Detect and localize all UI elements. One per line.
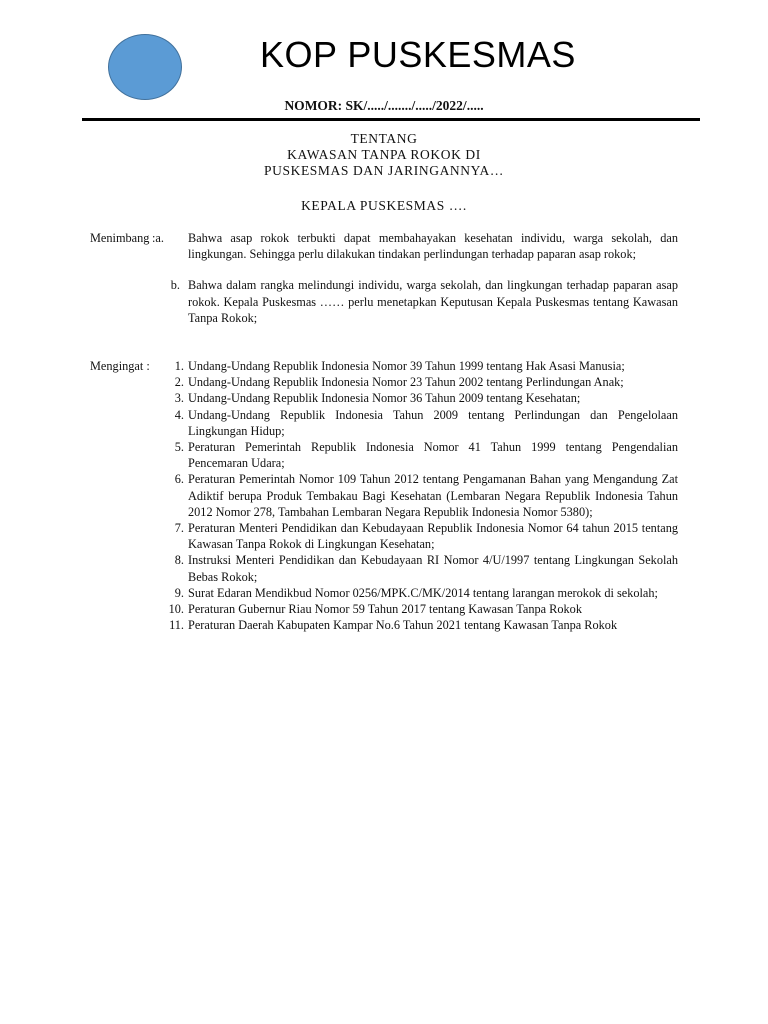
document-number: NOMOR: SK/...../......./...../2022/.....	[284, 98, 484, 113]
item-marker: 8.	[174, 553, 184, 568]
mengingat-text: Instruksi Menteri Pendidikan dan Kebudayaan RI Nomor 4/U/1997 tentang Lingkungan Sekolah Bebas Rokok;	[188, 553, 678, 584]
item-marker: 5.	[174, 440, 184, 455]
mengingat-text: Undang-Undang Republik Indonesia Tahun 2009 tentang Perlindungan dan Pengelolaan Lingkungan Hidup;	[188, 407, 678, 438]
menimbang-item	[90, 230, 678, 262]
mengingat-section	[90, 358, 678, 633]
item-marker: 9.	[174, 585, 184, 600]
mengingat-text: Undang-Undang Republik Indonesia Nomor 23 Tahun 2002 tentang Perlindungan Anak;	[188, 375, 624, 390]
mengingat-text: Peraturan Gubernur Riau Nomor 59 Tahun 2017 tentang Kawasan Tanpa Rokok	[188, 602, 582, 617]
mengingat-text: Peraturan Pemerintah Republik Indonesia Nomor 41 Tahun 1999 tentang Pengendalian Pencemaran Udara;	[188, 440, 678, 471]
mengingat-item	[90, 601, 678, 617]
menimbang-section	[90, 230, 678, 326]
item-marker: 6.	[174, 472, 184, 487]
heading-line-subject: KAWASAN TANPA ROKOK DI	[287, 147, 481, 162]
item-marker: 7.	[174, 521, 184, 536]
mengingat-item	[90, 471, 678, 520]
menimbang-text: Bahwa asap rokok terbukti dapat membahayakan kesehatan individu, warga sekolah, dan lingkungan. Sehingga perlu dilakukan tindakan perlindungan terhadap paparan asap rokok;	[188, 231, 678, 262]
menimbang-label: Menimbang	[90, 231, 150, 245]
mengingat-item	[90, 358, 678, 374]
mengingat-text: Undang-Undang Republik Indonesia Nomor 39 Tahun 1999 tentang Hak Asasi Manusia;	[188, 359, 625, 373]
mengingat-text: Undang-Undang Republik Indonesia Nomor 36 Tahun 2009 tentang Kesehatan;	[188, 391, 581, 406]
mengingat-text: Peraturan Menteri Pendidikan dan Kebudayaan Republik Indonesia Nomor 64 tahun 2015 tentang Kawasan Tanpa Rokok di Lingkungan Kesehatan;	[188, 521, 678, 552]
item-marker: 3.	[174, 391, 184, 406]
letterhead-divider	[82, 118, 700, 121]
heading-line-tentang: TENTANG	[350, 131, 418, 146]
mengingat-item	[90, 585, 678, 601]
mengingat-text: Peraturan Pemerintah Nomor 109 Tahun 2012 tentang Pengamanan Bahan yang Mengandung Zat Adiktif berupa Produk Tembakau Bagi Kesehatan (Lembaran Negara Republik Indonesia Tahun 2012 Nomor 278, Tambahan Lembaran Negara Republik Indonesia Nomor 5380);	[188, 472, 678, 519]
letterhead-title: KOP PUSKESMAS	[260, 34, 576, 75]
menimbang-item	[90, 277, 678, 326]
item-marker: 10.	[168, 602, 184, 617]
issuer-heading: KEPALA PUSKESMAS ….	[301, 198, 467, 213]
item-marker: 1.	[174, 359, 184, 373]
menimbang-text: Bahwa dalam rangka melindungi individu, warga sekolah, dan lingkungan terhadap paparan asap rokok. Kepala Puskesmas …… perlu menetapkan Keputusan Kepala Puskesmas tentang Kawasan Tanpa Rokok;	[188, 278, 678, 325]
mengingat-text: Peraturan Daerah Kabupaten Kampar No.6 Tahun 2021 tentang Kawasan Tanpa Rokok	[188, 618, 618, 633]
document-heading	[0, 131, 768, 179]
item-marker: 4.	[174, 407, 184, 422]
mengingat-item	[90, 407, 678, 439]
mengingat-item	[90, 439, 678, 471]
mengingat-item	[90, 374, 678, 390]
item-marker: 11.	[169, 618, 184, 633]
mengingat-text: Surat Edaran Mendikbud Nomor 0256/MPK.C/MK/2014 tentang larangan merokok di sekolah;	[188, 585, 658, 600]
item-marker: b.	[170, 278, 180, 293]
mengingat-item	[90, 520, 678, 552]
logo-placeholder-icon	[108, 34, 182, 100]
mengingat-item	[90, 390, 678, 406]
mengingat-item	[90, 552, 678, 584]
item-marker: 2.	[174, 375, 184, 390]
heading-line-subject-2: PUSKESMAS DAN JARINGANNYA…	[264, 163, 504, 178]
mengingat-label: Mengingat :	[90, 359, 150, 373]
item-marker: :a.	[152, 231, 164, 245]
mengingat-item	[90, 617, 678, 633]
